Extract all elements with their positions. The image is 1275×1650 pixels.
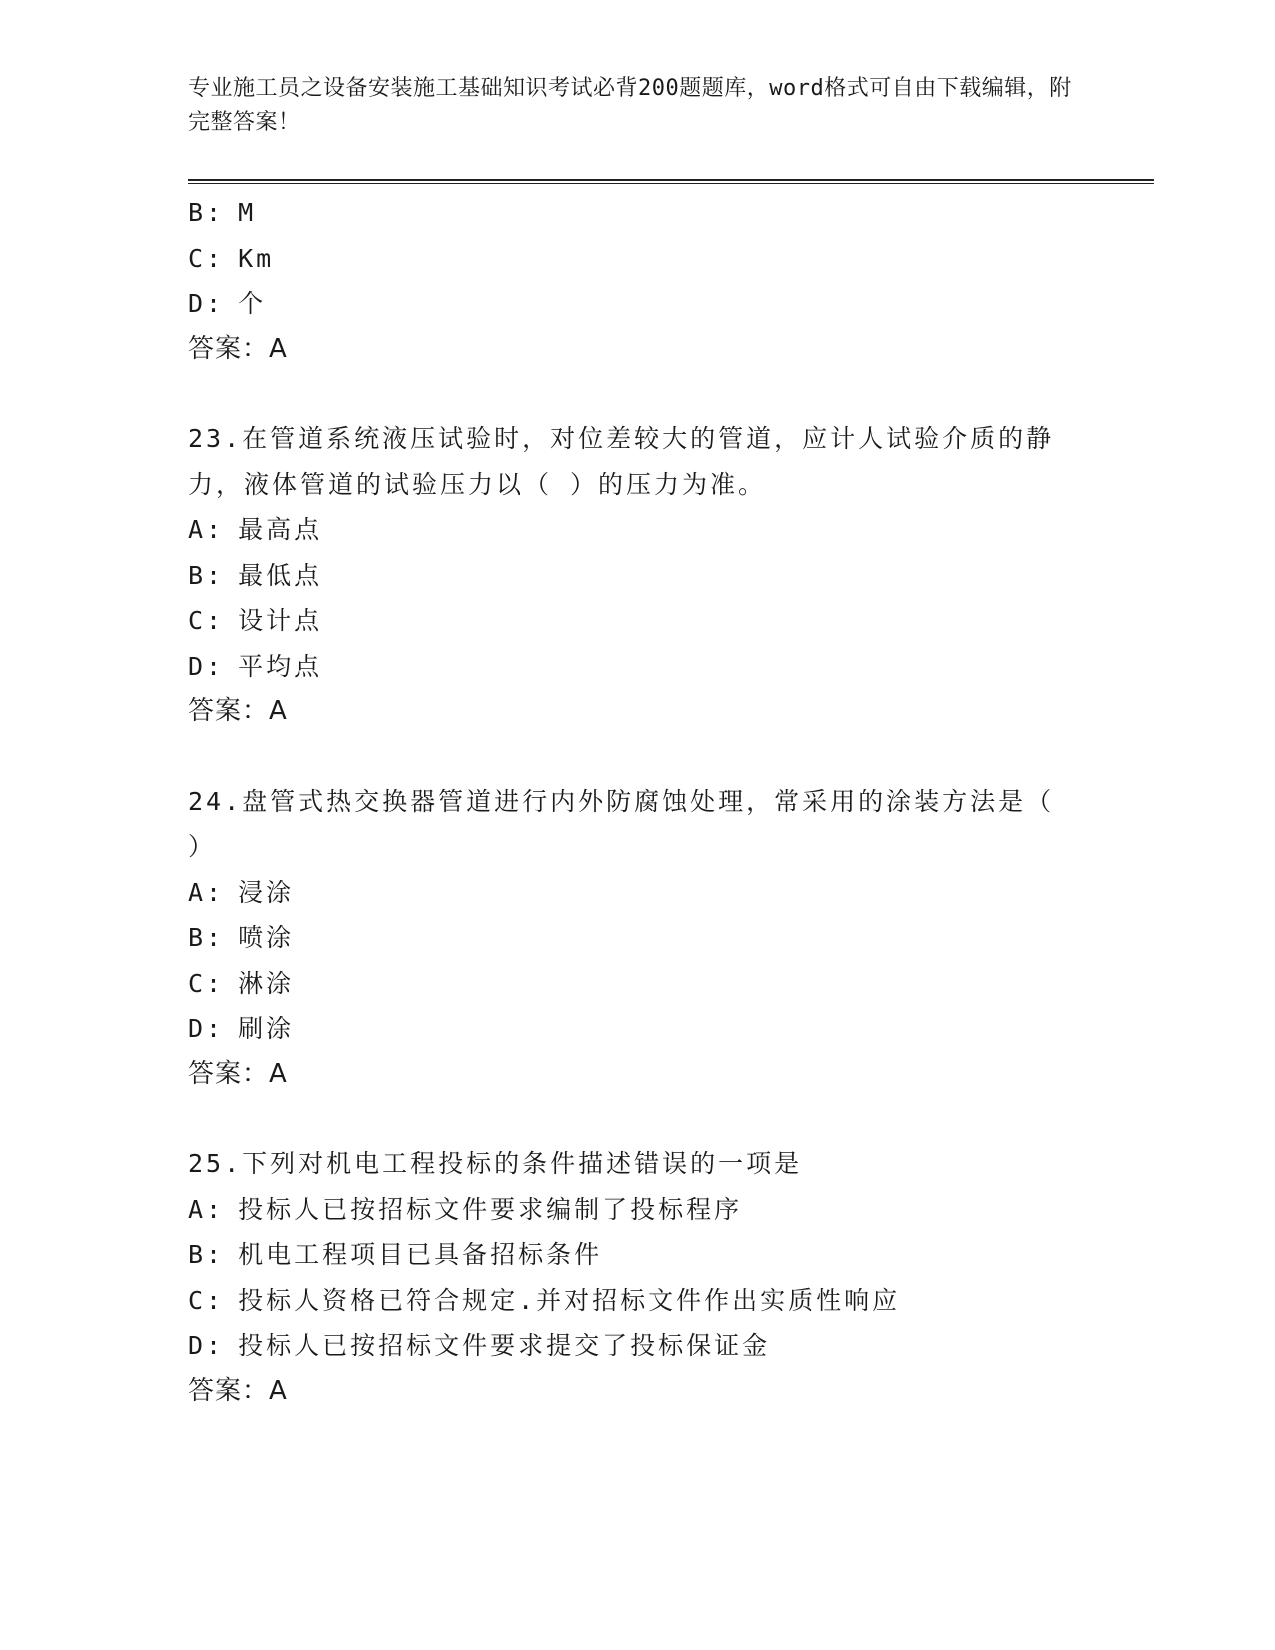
question-23	[188, 416, 1088, 735]
option-c: C: 设计点	[188, 606, 323, 635]
document-title: 专业施工员之设备安装施工基础知识考试必背200题题库，word格式可自由下载编辑，附完整答案！	[188, 76, 1072, 135]
question-25	[188, 1141, 1088, 1414]
question-24	[188, 779, 1088, 1098]
option-d: D: 个	[188, 289, 267, 318]
option-d: D: 刷涂	[188, 1014, 295, 1043]
option-b: B: M	[188, 198, 257, 227]
page-header	[188, 72, 1088, 140]
option-a: A: 投标人已按招标文件要求编制了投标程序	[188, 1194, 743, 1224]
option-c: C: Km	[188, 243, 275, 273]
option-d: D: 投标人已按招标文件要求提交了投标保证金	[188, 1331, 771, 1360]
previous-question-tail	[188, 190, 1088, 372]
option-a: A: 浸涂	[188, 877, 295, 907]
answer: 答案：A	[188, 1375, 288, 1406]
answer: 答案：A	[188, 1058, 288, 1089]
option-d: D: 平均点	[188, 651, 323, 681]
document-body	[188, 190, 1088, 1414]
option-a: A: 最高点	[188, 515, 323, 544]
option-b: B: 喷涂	[188, 923, 295, 952]
option-b: B: 机电工程项目已具备招标条件	[188, 1240, 603, 1269]
question-title: 23.在管道系统液压试验时，对位差较大的管道，应计人试验介质的静力，液体管道的试验压力以（ ）的压力为准。	[188, 424, 1055, 499]
answer: 答案：A	[188, 333, 288, 364]
header-divider	[188, 179, 1154, 184]
option-c: C: 投标人资格已符合规定.并对招标文件作出实质性响应	[188, 1285, 901, 1315]
answer: 答案：A	[188, 696, 288, 726]
question-title: 25.下列对机电工程投标的条件描述错误的一项是	[188, 1149, 803, 1178]
question-title: 24.盘管式热交换器管道进行内外防腐蚀处理，常采用的涂装方法是（ ）	[188, 786, 1055, 861]
option-b: B: 最低点	[188, 560, 323, 590]
option-c: C: 淋涂	[188, 968, 295, 998]
